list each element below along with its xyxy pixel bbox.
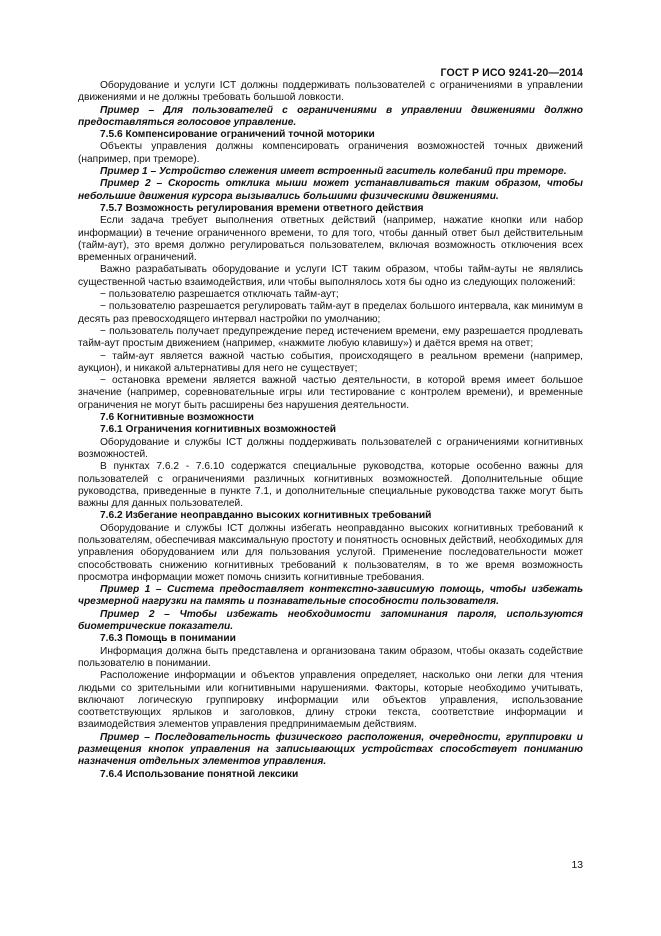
paragraph: Если задача требует выполнения ответных действий (например, нажатие кнопки или набор информации) в течение ограниченного времени, то для того, чтобы данный ответ был действительным (тайм-аут), это время должно регулироваться пользователем, включая возможность отключения всех временных ограничений. (78, 215, 583, 264)
example-note: Пример – Последовательность физического расположения, очередности, группировки и размещения кнопок управления на записывающих устройствах способствует пониманию назначения отдельных элементов управления. (78, 731, 583, 768)
list-item: − пользователю разрешается отключать тайм-аут; (100, 289, 339, 301)
section-heading: 7.5.6 Компенсирование ограничений точной моторики (100, 129, 375, 141)
list-item: − пользователю разрешается регулировать тайм-аут в пределах большого интервала, как минимум в десять раз превосходящего интервал настройки по умолчанию; (78, 301, 583, 325)
paragraph: Важно разрабатывать оборудование и услуги ICT таким образом, чтобы тайм-ауты не являлись существенной частью взаимодействия, или чтобы выполнялось хотя бы одно из следующих положений: (78, 264, 583, 288)
example-note: Пример 1 – Система предоставляет контекстно-зависимую помощь, чтобы избежать чрезмерной нагрузки на память и познавательные способности пользователя. (78, 584, 583, 608)
section-heading: 7.6.1 Ограничения когнитивных возможностей (100, 424, 337, 436)
section-heading: 7.6.2 Избегание неоправданно высоких когнитивных требований (100, 510, 432, 522)
paragraph: Оборудование и службы ICT должны избегать неоправданно высоких когнитивных требований к пользователям, обеспечивая максимальную простоту и понятность основных действий, необходимых для управления оборудованием или для пользования услугой. Применение последовательности может способствовать снижению когнитивных требований к пользователям, в то же время возможность просмотра информации может помочь снизить когнитивные требования. (78, 522, 583, 583)
section-heading: 7.6 Когнитивные возможности (100, 412, 254, 424)
list-item: − остановка времени является важной частью деятельности, в которой время имеет большое значение (например, соревновательные игры или тестирование с контролем времени), и временные ограничения не могут быть расширены без нарушения деятельности. (78, 375, 583, 411)
section-heading: 7.5.7 Возможность регулирования времени ответного действия (100, 202, 424, 214)
paragraph: Оборудование и службы ICT должны поддерживать пользователей с ограничениями когнитивных возможностей. (78, 436, 583, 460)
paragraph: Информация должна быть представлена и организована таким образом, чтобы оказать содействие пользователю в понимании. (78, 645, 583, 669)
paragraph: Оборудование и услуги ICT должны поддерживать пользователей с ограничениями в управлении движениями и не должны требовать большой ловкости. (78, 80, 583, 104)
paragraph: Расположение информации и объектов управления определяет, насколько они легки для чтения людьми со зрительными или когнитивными нарушениями. Факторы, которые необходимо учитывать, включают логическую группировку информации или объектов управления, использование соответствующих ярлыков и заголовков, длину строки текста, соответствие информации и взаимодействия элементов управления предпринимаемым действиям. (78, 670, 583, 731)
example-note: Пример 2 – Чтобы избежать необходимости запоминания пароля, используются биометрические показатели. (78, 608, 583, 633)
list-item: − тайм-аут является важной частью события, происходящего в реальном времени (например, аукцион), и никакой альтернативы для него не существует; (78, 350, 583, 374)
section-heading: 7.6.3 Помощь в понимании (100, 633, 236, 645)
paragraph: Объекты управления должны компенсировать ограничения возможностей точных движений (например, при треморе). (78, 141, 583, 165)
document-code-header: ГОСТ Р ИСО 9241-20—2014 (440, 67, 583, 79)
example-note: Пример – Для пользователей с ограничениями в управлении движениями должно предоставляться голосовое управление. (78, 104, 583, 128)
example-note: Пример 1 – Устройство слежения имеет встроенный гаситель колебаний при треморе. (100, 166, 567, 178)
list-item: − пользователь получает предупреждение перед истечением времени, ему разрешается продлевать тайм-аут простым движением (например, «нажмите любую клавишу») и даётся время на ответ; (78, 325, 583, 350)
example-note: Пример 2 – Скорость отклика мыши может устанавливаться таким образом, чтобы небольшие движения курсора вызывались большими физическими движениями. (78, 178, 583, 202)
page-number: 13 (571, 860, 583, 871)
paragraph: В пунктах 7.6.2 - 7.6.10 содержатся специальные руководства, которые особенно важны для пользователей с ограничениями различных когнитивных возможностей. Дополнительные общие руководства, приведенные в пункте 7.1, и дополнительные специальные руководства также могут быть важны для данных пользователей. (78, 461, 583, 510)
page-content (78, 80, 583, 781)
section-heading: 7.6.4 Использование понятной лексики (100, 768, 299, 780)
